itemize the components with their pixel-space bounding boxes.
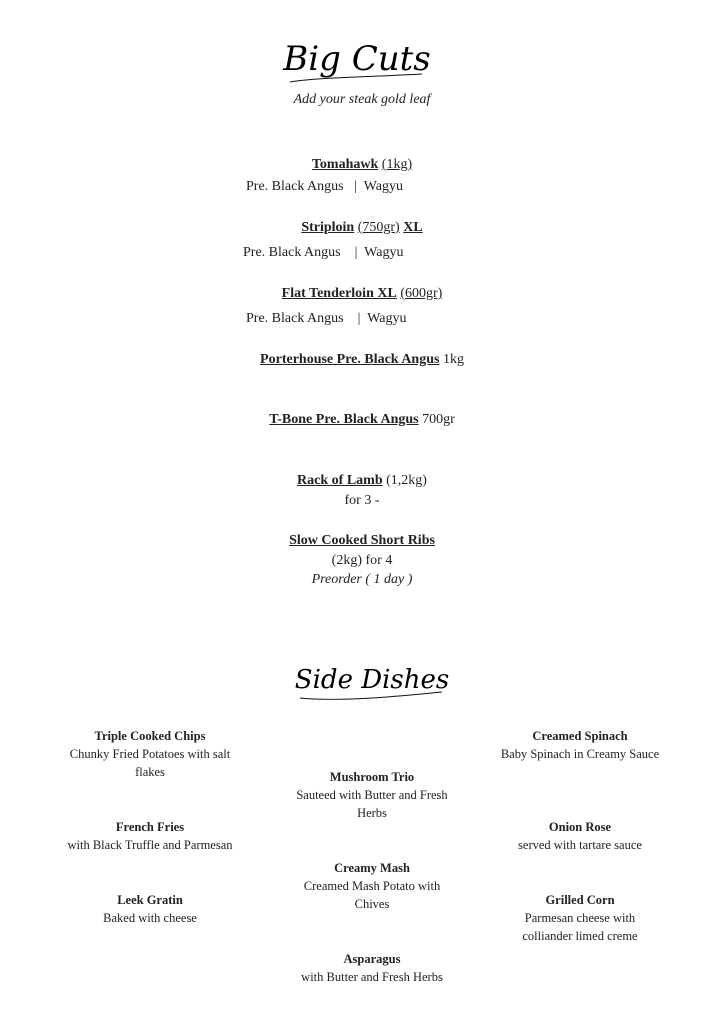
side-mushroom-trio	[287, 768, 457, 822]
side-desc: Creamed Mash Potato with Chives	[303, 879, 441, 911]
side-dishes-heading	[292, 652, 452, 708]
steak-note: (2kg) for 4	[331, 553, 393, 568]
side-desc: Parmesan cheese with colliander limed creme	[522, 911, 638, 943]
side-desc: Chunky Fried Potatoes with salt flakes	[69, 747, 231, 779]
steak-rack-of-lamb	[0, 473, 724, 489]
steak-name: Striploin	[301, 220, 355, 235]
side-name: Grilled Corn	[545, 893, 615, 907]
steak-name: T-Bone Pre. Black Angus	[269, 412, 419, 427]
side-name: Onion Rose	[548, 820, 612, 834]
side-name: Creamed Spinach	[532, 729, 628, 743]
steak-flat-tenderloin	[0, 286, 724, 302]
side-desc: Baby Spinach in Creamy Sauce	[500, 747, 660, 761]
steak-short-ribs	[0, 533, 724, 549]
big-cuts-heading	[282, 30, 432, 88]
steak-striploin	[0, 220, 724, 236]
steak-name: Slow Cooked Short Ribs	[289, 533, 435, 548]
steak-weight: (600gr)	[400, 286, 443, 301]
side-french-fries	[55, 818, 245, 854]
steak-name: Rack of Lamb	[297, 473, 383, 488]
side-leek-gratin	[55, 891, 245, 927]
side-desc: served with tartare sauce	[518, 838, 642, 852]
side-name: Leek Gratin	[117, 893, 183, 907]
side-name: Asparagus	[343, 952, 401, 966]
side-desc: Baked with cheese	[103, 911, 197, 925]
steak-size: XL	[403, 220, 423, 235]
side-onion-rose	[490, 818, 670, 854]
side-creamy-mash	[287, 859, 457, 913]
steak-porterhouse	[0, 352, 724, 368]
steak-weight: (1kg)	[381, 157, 413, 172]
big-cuts-subtitle: Add your steak gold leaf	[293, 92, 431, 107]
side-asparagus	[272, 950, 472, 986]
steak-tomahawk	[0, 157, 724, 173]
steak-weight: (1,2kg)	[386, 473, 427, 488]
steak-name: Flat Tenderloin XL	[281, 286, 397, 301]
steak-options: Pre. Black Angus | Wagyu	[246, 311, 407, 326]
side-name: French Fries	[115, 820, 185, 834]
steak-t-bone	[0, 412, 724, 428]
side-desc: with Black Truffle and Parmesan	[67, 838, 233, 852]
side-desc: with Butter and Fresh Herbs	[301, 970, 443, 984]
side-triple-cooked-chips	[55, 727, 245, 781]
side-dishes-heading-text: Side Dishes	[294, 665, 450, 695]
steak-name: Porterhouse Pre. Black Angus	[260, 352, 440, 367]
steak-weight: (750gr)	[357, 220, 400, 235]
steak-weight: 700gr	[422, 412, 455, 427]
steak-options: Pre. Black Angus | Wagyu	[246, 179, 403, 194]
steak-name: Tomahawk	[311, 157, 379, 172]
side-name: Mushroom Trio	[329, 770, 415, 784]
steak-preorder: Preorder ( 1 day )	[311, 572, 413, 587]
side-creamed-spinach	[490, 727, 670, 763]
side-desc: Sauteed with Butter and Fresh Herbs	[296, 788, 448, 820]
side-grilled-corn	[500, 891, 660, 945]
steak-options: Pre. Black Angus | Wagyu	[243, 245, 404, 260]
side-name: Triple Cooked Chips	[94, 729, 206, 743]
steak-note: for 3 -	[344, 493, 380, 508]
side-name: Creamy Mash	[334, 861, 410, 875]
steak-weight: 1kg	[442, 352, 464, 367]
big-cuts-heading-text: Big Cuts	[283, 39, 431, 79]
